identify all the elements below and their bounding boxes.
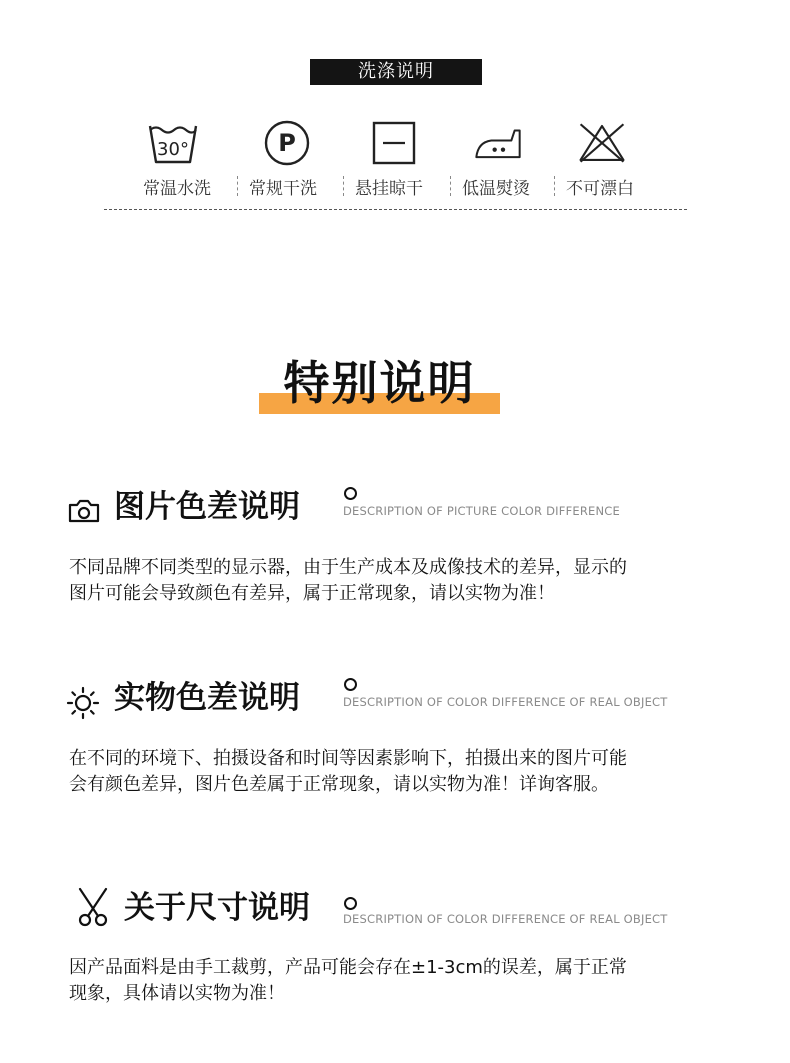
wash-30-icon bbox=[148, 118, 198, 168]
scissors-icon bbox=[74, 886, 112, 928]
section-body-line: 因产品面料是由手工裁剪，产品可能会存在±1-3cm的误差，属于正常 bbox=[69, 957, 627, 978]
dry-clean-letter: P bbox=[278, 129, 296, 157]
section-title-dot bbox=[344, 897, 357, 910]
wash-divider bbox=[554, 176, 555, 196]
wash-label-no-bleach: 不可漂白 bbox=[566, 179, 634, 199]
section-title-size: 关于尺寸说明 bbox=[124, 890, 310, 926]
section-title-real-object-color: 实物色差说明 bbox=[114, 680, 300, 716]
wash-divider bbox=[450, 176, 451, 196]
special-title: 特别说明 bbox=[283, 356, 476, 410]
section-body-real-object-color bbox=[69, 746, 729, 798]
section-title-dot bbox=[344, 487, 357, 500]
section-subtitle-real-object-color: DESCRIPTION OF COLOR DIFFERENCE OF REAL OBJECT bbox=[343, 695, 668, 709]
section-body-line: 不同品牌不同类型的显示器，由于生产成本及成像技术的差异，显示的 bbox=[69, 557, 627, 578]
section-subtitle-size: DESCRIPTION OF COLOR DIFFERENCE OF REAL OBJECT bbox=[343, 912, 668, 926]
wash-label-dry-clean: 常规干洗 bbox=[249, 179, 317, 199]
wash-title-banner bbox=[310, 59, 482, 85]
wash-label-iron: 低温熨烫 bbox=[462, 179, 530, 199]
sun-icon bbox=[66, 686, 100, 720]
section-title-picture-color: 图片色差说明 bbox=[114, 489, 300, 525]
wash-divider bbox=[237, 176, 238, 196]
hang-dry-icon bbox=[369, 118, 419, 168]
wash-label-hang-dry: 悬挂晾干 bbox=[355, 179, 423, 199]
section-body-line: 在不同的环境下、拍摄设备和时间等因素影响下，拍摄出来的图片可能 bbox=[69, 748, 627, 769]
dry-clean-p-icon bbox=[262, 118, 312, 168]
wash-title: 洗涤说明 bbox=[358, 61, 434, 82]
wash-divider bbox=[343, 176, 344, 196]
no-bleach-icon bbox=[577, 118, 627, 168]
section-body-line: 图片可能会导致颜色有差异，属于正常现象，请以实物为准！ bbox=[69, 583, 555, 604]
section-subtitle-picture-color: DESCRIPTION OF PICTURE COLOR DIFFERENCE bbox=[343, 504, 620, 518]
iron-low-icon bbox=[473, 118, 523, 168]
wash-temp: 30° bbox=[157, 139, 189, 160]
section-body-size bbox=[69, 955, 729, 1007]
section-title-dot bbox=[344, 678, 357, 691]
section-body-picture-color bbox=[69, 555, 729, 607]
wash-dashed-divider bbox=[104, 209, 687, 210]
section-body-line: 会有颜色差异，图片色差属于正常现象，请以实物为准！详询客服。 bbox=[69, 774, 609, 795]
camera-icon bbox=[67, 494, 101, 528]
wash-label-normal-water: 常温水洗 bbox=[143, 179, 211, 199]
section-body-line: 现象，具体请以实物为准！ bbox=[69, 983, 285, 1004]
